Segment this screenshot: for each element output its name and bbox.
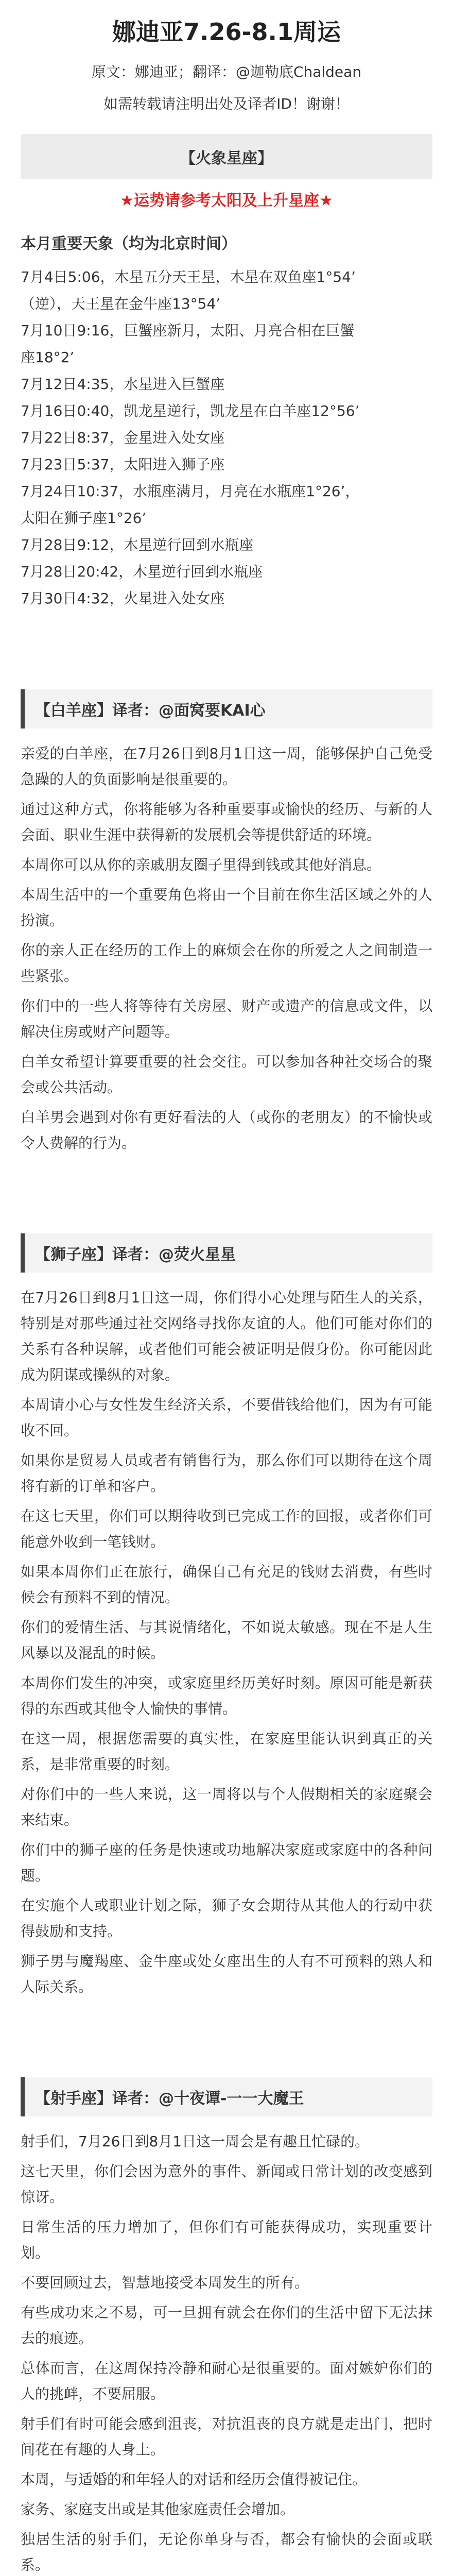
leo-paragraph: 如果本周你们正在旅行，确保自己有充足的钱财去消费，有些时候会有预料不到的情况。 [21, 1563, 432, 1606]
repost-notice: 如需转载请注明出处及译者ID！谢谢！ [103, 95, 350, 112]
sagittarius-paragraph: 独居生活的射手们，无论你单身与否，都会有愉快的会面或联系。 [21, 2531, 432, 2573]
sagittarius-paragraph: 这七天里，你们会因为意外的事件、新闻或日常计划的改变感到惊讶。 [21, 2163, 432, 2206]
transit-line: 7月28日9:12，木星逆行回到水瓶座 [21, 536, 254, 553]
sagittarius-section-heading: 【射手座】译者：@十夜谭-一一大魔王 [21, 2077, 432, 2116]
leo-paragraph: 对你们中的一些人来说，这一周将以与个人假期相关的家庭聚会来结束。 [21, 1786, 432, 1828]
aries-paragraph: 白羊女希望计算要重要的社会交往。可以参加各种社交场合的聚会或公共活动。 [21, 1053, 432, 1096]
aries-section-heading: 【白羊座】译者：@面窝要KAI心 [21, 689, 432, 728]
transit-line: 7月10日9:16，巨蟹座新月，太阳、月亮合相在巨蟹 [21, 322, 355, 339]
leo-section-heading: 【狮子座】译者：@荧火星星 [21, 1233, 432, 1273]
sagittarius-paragraph: 射手们，7月26日到8月1日这一周会是有趣且忙碌的。 [21, 2133, 370, 2150]
transits-list [21, 264, 432, 612]
transit-line: 7月16日0:40，凯龙星逆行，凯龙星在白羊座12°56’ [21, 402, 360, 419]
aries-paragraph: 本周生活中的一个重要角色将由一个目前在你生活区域之外的人扮演。 [21, 886, 432, 929]
leo-paragraph: 你们的爱情生活、与其说情绪化，不如说太敏感。现在不是人生风暴以及混乱的时候。 [21, 1619, 432, 1662]
aries-paragraph: 你的亲人正在经历的工作上的麻烦会在你的所爱之人之间制造一些紧张。 [21, 942, 432, 985]
fire-signs-notice: ★运势请参考太阳及上升星座★ [120, 192, 333, 210]
leo-paragraph: 本周你们发生的冲突，或家庭里经历美好时刻。原因可能是新获得的东西或其他令人愉快的事情。 [21, 1674, 432, 1717]
transit-line: 7月24日10:37，水瓶座满月，月亮在水瓶座1°26’， [21, 483, 360, 500]
transits-title: 本月重要天象（均为北京时间） [21, 235, 237, 253]
leo-paragraph: 在这七天里，你们可以期待收到已完成工作的回报，或者你们可能意外收到一笔钱财。 [21, 1507, 432, 1550]
leo-paragraph: 在实施个人或职业计划之际，狮子女会期待从其他人的行动中获得鼓励和支持。 [21, 1897, 432, 1940]
aries-paragraph: 你们中的一些人将等待有关房屋、财产或遗产的信息或文件，以解决住房或财产问题等。 [21, 997, 432, 1040]
article-title: 娜迪亚7.26-8.1周运 [112, 18, 341, 46]
leo-paragraph: 在这一周，根据您需要的真实性，在家庭里能认识到真正的关系，是非常重要的时刻。 [21, 1730, 432, 1773]
transit-line: 7月12日4:35，水星进入巨蟹座 [21, 376, 225, 393]
leo-body [21, 1285, 432, 2000]
transit-line: 7月4日5:06，木星五分天王星，木星在双鱼座1°54’ [21, 268, 356, 285]
sagittarius-body [21, 2129, 432, 2576]
aries-paragraph: 通过这种方式，你将能够为各种重要事或愉快的经历、与新的人会面、职业生涯中获得新的发展机会等提供舒适的环境。 [21, 801, 432, 843]
leo-paragraph: 狮子男与魔羯座、金牛座或处女座出生的人有不可预料的熟人和人际关系。 [21, 1953, 432, 1995]
aries-paragraph: 白羊男会遇到对你有更好看法的人（或你的老朋友）的不愉快或令人费解的行为。 [21, 1109, 432, 1151]
aries-paragraph: 亲爱的白羊座，在7月26日到8月1日这一周，能够保护自己免受急躁的人的负面影响是很重要的。 [21, 745, 432, 788]
sagittarius-paragraph: 有些成功来之不易，可一旦拥有就会在你们的生活中留下无法抹去的痕迹。 [21, 2304, 432, 2347]
sagittarius-paragraph: 不要回顾过去，智慧地接受本周发生的所有。 [21, 2274, 309, 2291]
transit-line: 7月28日20:42，木星逆行回到水瓶座 [21, 563, 263, 580]
sagittarius-paragraph: 射手们有时可能会感到沮丧，对抗沮丧的良方就是走出门，把时间花在有趣的人身上。 [21, 2415, 432, 2458]
transit-line: 7月23日5:37，太阳进入狮子座 [21, 456, 225, 473]
leo-paragraph: 本周请小心与女性发生经济关系，不要借钱给他们，因为有可能收不回。 [21, 1396, 432, 1439]
transit-line: 座18°2’ [21, 349, 75, 366]
leo-paragraph: 在7月26日到8月1日这一周，你们得小心处理与陌生人的关系，特别是对那些通过社交网络寻找你友谊的人。他们可能对你们的关系有各种误解，或者他们可能会被证明是假身份。你可能因此成为阴谋或操纵的对象。 [21, 1289, 432, 1383]
sagittarius-paragraph: 本周，与适婚的和年轻人的对话和经历会值得被记住。 [21, 2471, 367, 2488]
original-and-translator: 原文：娜迪亚；翻译：@迦勒底Chaldean [91, 63, 362, 80]
transit-line: 7月22日8:37，金星进入处女座 [21, 429, 225, 446]
leo-paragraph: 如果你是贸易人员或者有销售行为，那么你们可以期待在这个周将有新的订单和客户。 [21, 1452, 432, 1495]
aries-paragraph: 本周你可以从你的亲戚朋友圈子里得到钱或其他好消息。 [21, 856, 381, 873]
leo-paragraph: 你们中的狮子座的任务是快速或功地解决家庭或家庭中的各种问题。 [21, 1841, 432, 1884]
sagittarius-paragraph: 家务、家庭支出或是其他家庭责任会增加。 [21, 2501, 295, 2518]
transit-line: 7月30日4:32，火星进入处女座 [21, 590, 225, 607]
fire-signs-heading: 【火象星座】 [21, 134, 432, 179]
transit-line: （逆），天王星在金牛座13°54’ [21, 295, 221, 312]
sagittarius-paragraph: 总体而言，在这周保持冷静和耐心是很重要的。面对嫉妒你们的人的挑衅，不要屈服。 [21, 2360, 432, 2402]
sagittarius-paragraph: 日常生活的压力增加了，但你们有可能获得成功，实现重要计划。 [21, 2218, 432, 2261]
transit-line: 太阳在狮子座1°26’ [21, 510, 147, 527]
aries-body [21, 741, 432, 1156]
